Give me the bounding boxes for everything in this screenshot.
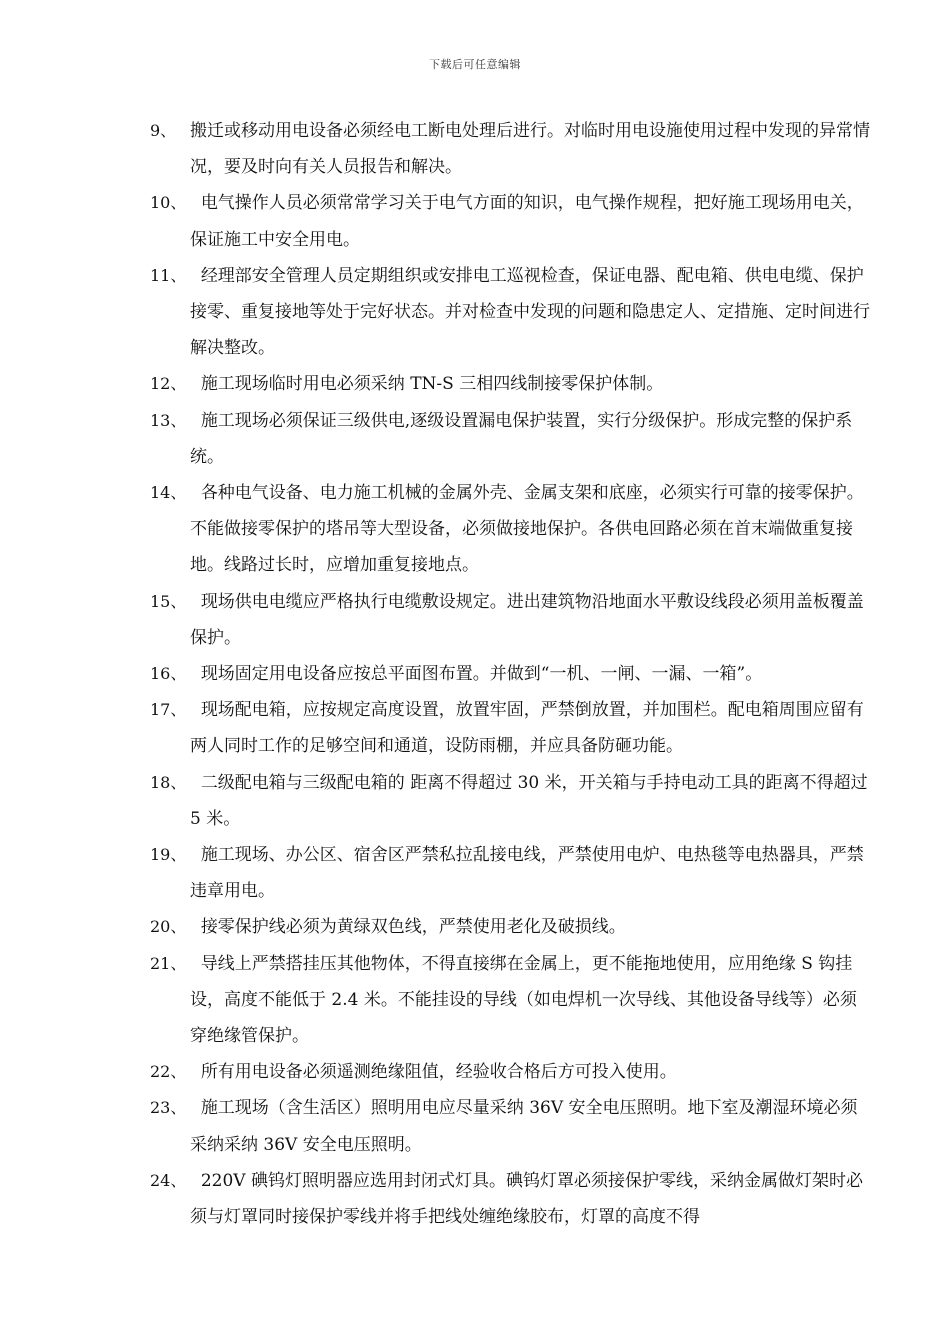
item-text: 施工现场、办公区、宿舍区严禁私拉乱接电线，严禁使用电炉、电热毯等电热器具，严禁违章用电。 — [190, 845, 864, 902]
item-number: 9、 — [150, 121, 177, 140]
item-number: 14、 — [150, 483, 187, 503]
list-item — [150, 837, 870, 909]
item-number: 20、 — [150, 917, 187, 937]
list-item — [150, 1054, 870, 1090]
item-number: 12、 — [150, 374, 187, 394]
list-item — [150, 366, 870, 402]
item-text: 现场配电箱，应按规定高度设置，放置牢固，严禁倒放置，并加围栏。配电箱周围应留有两人同时工作的足够空间和通道，设防雨棚，并应具备防砸功能。 — [190, 700, 864, 757]
item-text: 施工现场临时用电必须采纳 TN-S 三相四线制接零保护体制。 — [190, 374, 664, 395]
item-text: 220V 碘钨灯照明器应选用封闭式灯具。碘钨灯罩必须接保护零线，采纳金属做灯架时必须与灯罩同时接保护零线并将手把线处缠绝缘胶布，灯罩的高度不得 — [190, 1170, 863, 1228]
list-item — [150, 656, 870, 692]
item-number: 15、 — [150, 591, 187, 611]
list-item — [150, 258, 870, 367]
item-number: 21、 — [150, 953, 187, 973]
item-number: 11、 — [150, 265, 187, 285]
list-item — [150, 113, 870, 185]
list-item — [150, 1090, 870, 1162]
item-number: 19、 — [150, 845, 187, 865]
list-item — [150, 1163, 870, 1235]
item-text: 接零保护线必须为黄绿双色线，严禁使用老化及破损线。 — [190, 917, 626, 938]
item-number: 13、 — [150, 410, 187, 430]
list-item — [150, 946, 870, 1055]
item-text: 现场固定用电设备应按总平面图布置。并做到“一机、一闸、一漏、一箱”。 — [190, 664, 763, 685]
item-number: 16、 — [150, 664, 187, 684]
item-text: 现场供电电缆应严格执行电缆敷设规定。进出建筑物沿地面水平敷设线段必须用盖板覆盖保护。 — [190, 591, 864, 648]
list-item — [150, 475, 870, 584]
page-header: 下载后可任意编辑 — [429, 58, 521, 71]
list-item — [150, 765, 874, 837]
item-number: 10、 — [150, 193, 187, 213]
item-number: 22、 — [150, 1062, 187, 1082]
item-text: 二级配电箱与三级配电箱的 距离不得超过 30 米，开关箱与手持电动工具的距离不得超过 5 米。 — [190, 772, 874, 829]
item-text: 电气操作人员必须常常学习关于电气方面的知识，电气操作规程，把好施工现场用电关，保证施工中安全用电。 — [190, 193, 864, 250]
item-text: 施工现场（含生活区）照明用电应尽量采纳 36V 安全电压照明。地下室及潮湿环境必须采纳采纳 36V 安全电压照明。 — [190, 1098, 858, 1155]
item-text: 所有用电设备必须遥测绝缘阻值，经验收合格后方可投入使用。 — [190, 1062, 677, 1083]
item-text: 经理部安全管理人员定期组织或安排电工巡视检查，保证电器、配电箱、供电电缆、保护接零、重复接地等处于完好状态。并对检查中发现的问题和隐患定人、定措施、定时间进行解决整改。 — [190, 265, 870, 359]
document-body — [150, 113, 874, 1235]
item-text: 施工现场必须保证三级供电,逐级设置漏电保护装置，实行分级保护。形成完整的保护系统。 — [190, 410, 853, 467]
item-number: 17、 — [150, 700, 187, 720]
list-item — [150, 584, 870, 656]
list-item — [150, 185, 870, 257]
item-text: 导线上严禁搭挂压其他物体，不得直接绑在金属上，更不能拖地使用，应用绝缘 S 钩挂设，高度不能低于 2.4 米。不能挂设的导线（如电焊机一次导线、其他设备导线等）必须穿绝缘管保护。 — [190, 953, 857, 1047]
list-item — [150, 909, 870, 945]
item-number: 23、 — [150, 1098, 187, 1118]
item-text: 搬迁或移动用电设备必须经电工断电处理后进行。对临时用电设施使用过程中发现的异常情况，要及时向有关人员报告和解决。 — [190, 121, 870, 178]
list-item — [150, 403, 870, 475]
item-text: 各种电气设备、电力施工机械的金属外壳、金属支架和底座，必须实行可靠的接零保护。不能做接零保护的塔吊等大型设备，必须做接地保护。各供电回路必须在首末端做重复接地。线路过长时，应增加重复接地点。 — [190, 483, 864, 576]
item-number: 24、 — [150, 1170, 187, 1190]
item-number: 18、 — [150, 772, 187, 792]
list-item — [150, 692, 870, 764]
